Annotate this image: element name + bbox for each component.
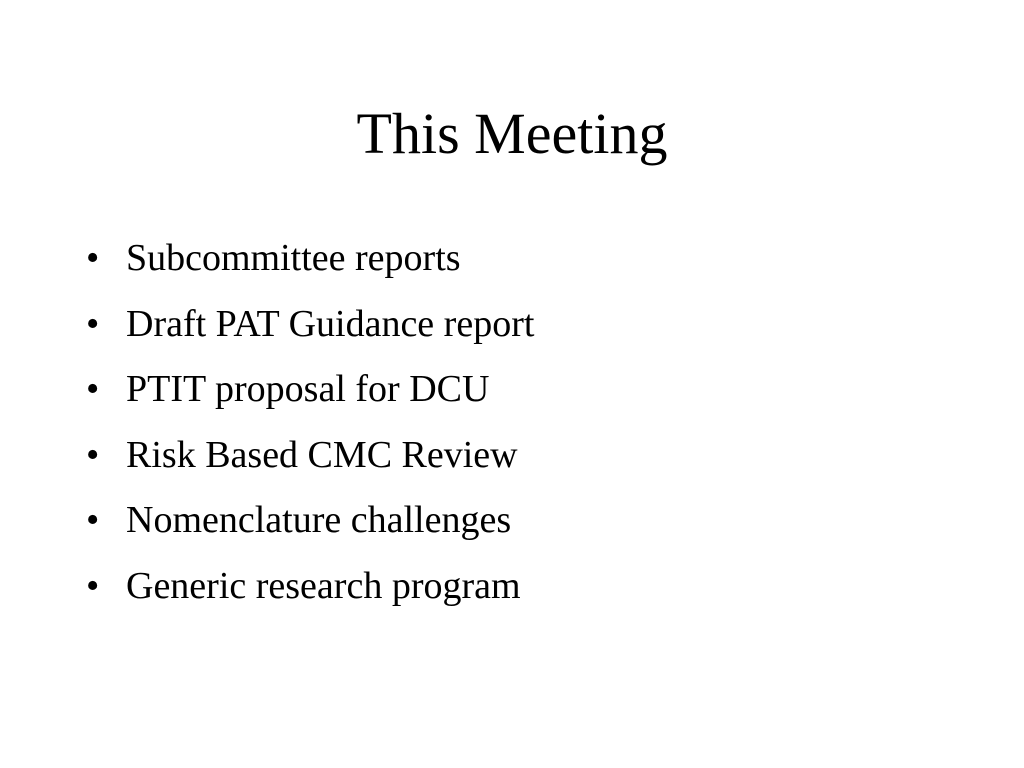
bullet-icon: • xyxy=(86,499,100,541)
list-item xyxy=(86,488,534,554)
bullet-text: PTIT proposal for DCU xyxy=(126,368,490,410)
slide-title: This Meeting xyxy=(356,101,668,166)
bullet-icon: • xyxy=(86,564,100,607)
bullet-icon: • xyxy=(86,433,100,476)
list-item xyxy=(86,423,534,489)
list-item xyxy=(86,292,534,358)
bullet-list xyxy=(86,226,534,619)
list-item xyxy=(86,554,534,620)
bullet-text: Draft PAT Guidance report xyxy=(126,302,535,345)
bullet-icon: • xyxy=(86,368,100,410)
bullet-text: Risk Based CMC Review xyxy=(126,433,518,476)
bullet-text: Generic research program xyxy=(126,564,521,607)
bullet-text: Nomenclature challenges xyxy=(126,499,512,541)
bullet-icon: • xyxy=(86,237,100,279)
list-item xyxy=(86,357,534,423)
bullet-text: Subcommittee reports xyxy=(126,237,461,279)
bullet-icon: • xyxy=(86,302,100,345)
list-item xyxy=(86,226,534,292)
